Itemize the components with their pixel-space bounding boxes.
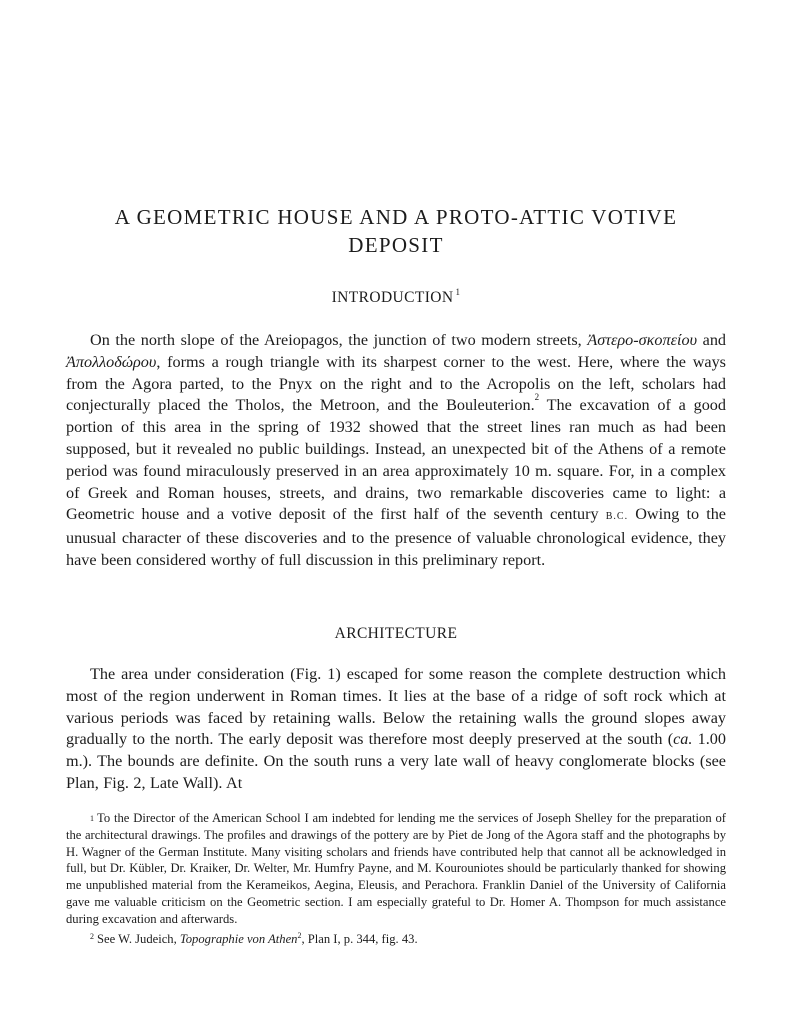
greek-street-name-2: Ἀπολλοδώρου: [66, 352, 157, 371]
title-line-1: A GEOMETRIC HOUSE AND A PROTO-ATTIC VOTIVE: [114, 205, 678, 229]
footnote-1-text: To the Director of the American School I am indebted for lending me the services of Joseph Shelley for the preparation of the architectural drawings. The profiles and drawings of the pottery are by Piet de Jong of the Agora staff and the photographs by H. Wagner of the German Institute. Many visiting scholars and friends have contributed help that cannot all be acknowledged in full, but Dr. Kübler, Dr. Kraiker, Dr. Welter, Mr. Humfry Payne, and M. Kourouniotes should be particularly thanked for showing me unpublished material from the Kerameikos, Aegina, Eleusis, and Perachora. Franklin Daniel of the University of California gave me valuable criticism on the Geometric section. I am especially grateful to Dr. Homer A. Thompson for much assistance during excavation and afterwards.: [66, 811, 726, 926]
greek-street-name-1: Ἀστερο-σκοπείου: [587, 331, 698, 349]
title-line-2: DEPOSIT: [348, 233, 444, 257]
intro-text-d: The excavation of a good portion of this area in the spring of 1932 showed that the street lines ran much as had been supposed, but it revealed no public buildings. Instead, an unexpected bit of the Athens of a remote period was found miraculously preserved in an area approximately 10 m. square. For, in a complex of Greek and Roman houses, streets, and drains, two remarkable discoveries came to light: a Geometric house and a votive deposit of the first half of the seventh century: [66, 396, 726, 524]
footnote-ref-1[interactable]: 1: [455, 287, 461, 297]
edition-number: 2: [297, 930, 302, 940]
introduction-heading-text: INTRODUCTION: [331, 289, 454, 306]
footnote-2: [66, 928, 726, 948]
intro-text-b: and: [697, 331, 727, 349]
cited-work-title: Topographie von Athen: [179, 931, 298, 946]
bc-abbreviation: B.C.: [605, 511, 629, 523]
architecture-paragraph: [66, 664, 726, 795]
arch-text-a: The area under consideration (Fig. 1) escaped for some reason the complete destruction which most of the region underwent in Roman times. It lies at the base of a ridge of soft rock which at various periods was faced by retaining walls. Below the retaining walls the ground slopes away gradually to the north. The early deposit was therefore most deeply preserved at the south (: [66, 665, 726, 749]
intro-text-e: Owing to the unusual character of these discoveries and to the presence of valuable chronological evidence, they have been considered worthy of full discussion in this preliminary report.: [66, 505, 726, 569]
footnotes: [66, 810, 726, 948]
footnote-2-mark: 2: [90, 931, 94, 941]
intro-text-c: , forms a rough triangle with its sharpest corner to the west. Here, where the ways from the Agora parted, to the Pnyx on the right and to the Acropolis on the left, scholars had conjecturally placed the Tholos, the Metroon, and the Bouleuterion.: [66, 352, 726, 415]
arch-text-b: 1.00 m.). The bounds are definite. On the south runs a very late wall of heavy conglomerate blocks (see Plan, Fig. 2, Late Wall). At: [66, 730, 726, 792]
footnote-2-text-b: , Plan I, p. 344, fig. 43.: [301, 931, 418, 946]
architecture-heading: ARCHITECTURE: [334, 625, 458, 642]
footnote-1: [66, 810, 726, 928]
introduction-paragraph: [66, 330, 726, 572]
footnote-1-mark: 1: [90, 814, 94, 823]
footnote-2-text-a: See W. Judeich,: [97, 931, 180, 946]
introduction-heading: [66, 289, 726, 307]
intro-text-a: On the north slope of the Areiopagos, the junction of two modern streets,: [90, 331, 588, 349]
article-title: [66, 203, 726, 259]
footnote-ref-2[interactable]: 2: [534, 392, 540, 403]
circa-abbreviation: ca.: [673, 730, 693, 749]
